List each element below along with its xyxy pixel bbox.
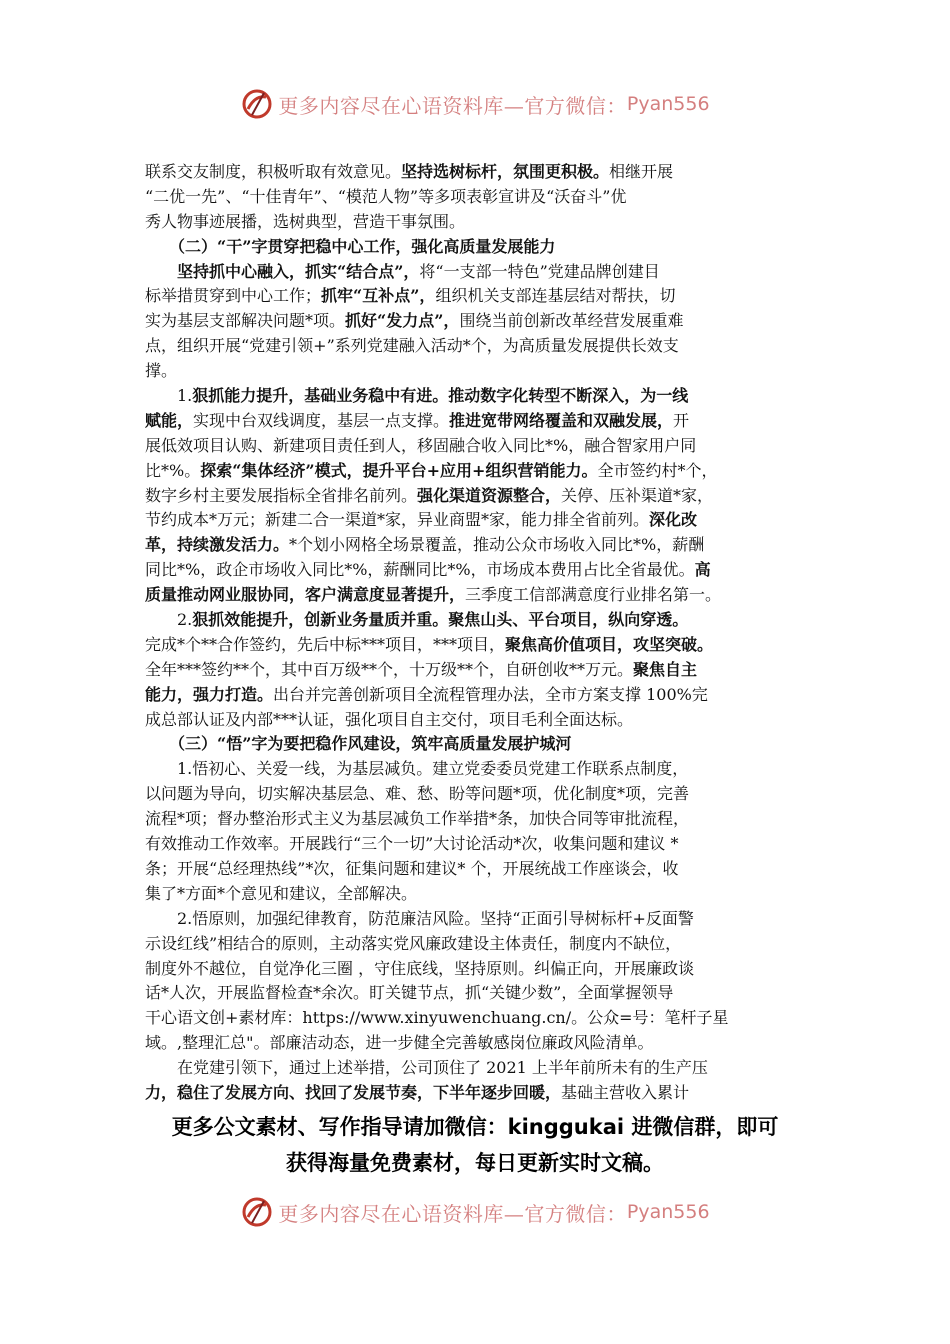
- text-segment: 实现中台双线调度，基层一点支撑。: [193, 410, 450, 430]
- text-segment: 制度外不越位，自觉净化三圈 ，守住底线，坚持原则。纠偏正向，开展廉政谈: [145, 958, 695, 978]
- text-line: [145, 981, 817, 1006]
- text-line: [145, 708, 817, 733]
- text-line: [145, 235, 817, 260]
- bold-text-segment: 能力，强力打造。: [145, 684, 274, 704]
- bold-text-segment: 推进宽带网络覆盖和双融发展，: [449, 410, 674, 430]
- text-line: [145, 882, 817, 907]
- text-segment: 点，组织开展“党建引领+”系列党建融入活动*个，为高质量发展提供长效支: [145, 336, 679, 356]
- banner-wechat-id: Pyan556: [626, 1201, 710, 1223]
- promo-line-1: 更多公文素材、写作指导请加微信：kinggukai 进微信群，即可: [171, 1115, 779, 1139]
- text-line: [145, 484, 817, 509]
- bold-text-segment: 聚焦高价值项目，攻坚突破。: [505, 634, 714, 654]
- text-segment: 相继开展: [609, 162, 674, 181]
- text-segment: 全年***签约**个，其中百万级**个，十万级**个，自研创收**万元。: [145, 659, 634, 679]
- text-segment: 成总部认证及内部***认证，强化项目自主交付，项目毛利全面达标。: [145, 709, 634, 729]
- bold-text-segment: 探索“集体经济”模式，提升平台+应用+组织营销能力。: [200, 460, 598, 480]
- text-line: [145, 757, 817, 782]
- text-segment: 三季度工信部满意度行业排名第一。: [465, 585, 722, 605]
- text-line: [145, 907, 817, 932]
- text-line: [145, 608, 817, 633]
- banner-text: 更多内容尽在心语资料库—官方微信：: [278, 1201, 627, 1226]
- text-line: [145, 384, 817, 409]
- text-line: [145, 1081, 817, 1106]
- text-line: [145, 732, 817, 757]
- text-segment: 秀人物事迹展播，选树典型，营造干事氛围。: [145, 211, 466, 231]
- text-segment: 围绕当前创新改革经营发展重难: [459, 311, 684, 331]
- text-line: [145, 160, 817, 185]
- footer-banner: [0, 1192, 950, 1232]
- text-line: [145, 533, 817, 558]
- text-line: [145, 409, 817, 434]
- text-segment: 流程*项；督办整治形式主义为基层减负工作举措*条，加快合同等审批流程，: [145, 809, 690, 829]
- text-line: [145, 558, 817, 583]
- text-segment: 比*%。: [145, 460, 201, 480]
- text-segment: 展低效项目认购、新建项目责任到人，移固融合收入同比*%，融合智家用户同: [145, 435, 697, 455]
- text-segment: 1.: [145, 386, 193, 406]
- text-segment: 示设红线”相结合的原则，主动落实党风廉政建设主体责任，制度内不缺位，: [145, 933, 682, 953]
- text-segment: 全市签约村*个，: [597, 460, 718, 480]
- text-line: [145, 1031, 817, 1056]
- text-line: [145, 832, 817, 857]
- text-segment: 话*人次，开展监督检查*余次。盯关键节点，抓“关键少数”，全面掌握领导: [145, 983, 674, 1003]
- text-segment: 关停、压补渠道*家，: [561, 485, 714, 505]
- text-segment: 域。,整理汇总"。部廉洁动态，进一步健全完善敏感岗位廉政风险清单。: [145, 1033, 654, 1053]
- text-line: [145, 1056, 817, 1081]
- text-segment: 2.: [145, 610, 193, 630]
- bold-text-segment: 抓牢“互补点”，: [321, 286, 436, 306]
- text-line: [145, 633, 817, 658]
- bold-text-segment: 革，持续激发活力。: [145, 535, 290, 555]
- text-line: [145, 508, 817, 533]
- text-segment: 撑。: [145, 361, 178, 381]
- bold-text-segment: 坚持选树标杆，氛围更积极。: [401, 162, 610, 181]
- bold-text-segment: 深化改: [649, 510, 698, 530]
- bold-text-segment: 赋能，: [145, 410, 194, 430]
- pen-swirl-logo-icon: [240, 87, 274, 121]
- text-segment: “二优一先”、“十佳青年”、“模范人物”等多项表彰宣讲及“沃奋斗”优: [145, 186, 627, 206]
- bold-text-segment: 强化渠道资源整合，: [417, 485, 562, 505]
- header-banner: [0, 84, 950, 124]
- text-line: [145, 807, 817, 832]
- text-segment: 干心语文创+素材库：https://www.xinyuwenchuang.cn/。公众=号：笔杆子星: [145, 1008, 729, 1028]
- text-line: [145, 185, 817, 210]
- banner-wechat-id: Pyan556: [626, 93, 710, 115]
- text-segment: 集了*方面*个意见和建议，全部解决。: [145, 883, 418, 903]
- text-segment: 完成*个**合作签约，先后中标***项目，***项目，: [145, 634, 506, 654]
- bold-text-segment: 力，稳住了发展方向、找回了发展节奏，下半年逐步回暖，: [145, 1082, 562, 1102]
- text-line: [145, 932, 817, 957]
- text-segment: 组织机关支部连基层结对帮扶，切: [435, 286, 676, 306]
- text-segment: 将“一支部一特色”党建品牌创建目: [419, 261, 660, 281]
- bold-text-segment: 狠抓效能提升，创新业务量质并重。聚焦山头、平台项目，纵向穿透。: [192, 610, 689, 630]
- text-line: [145, 459, 817, 484]
- text-line: [145, 683, 817, 708]
- text-segment: *个划小网格全场景覆盖，推动公众市场收入同比*%，薪酬: [289, 535, 705, 555]
- promo-line-2: 获得海量免费素材，每日更新实时文稿。: [286, 1151, 664, 1175]
- bold-text-segment: 高: [694, 560, 711, 580]
- banner-text: 更多内容尽在心语资料库—官方微信：: [278, 93, 627, 118]
- text-line: [145, 334, 817, 359]
- text-segment: 出台并完善创新项目全流程管理办法，全市方案支撑 100%完: [273, 684, 708, 704]
- text-segment: 节约成本*万元；新建二合一渠道*家，异业商盟*家，能力排全省前列。: [145, 510, 650, 530]
- text-line: [145, 359, 817, 384]
- text-segment: 2.悟原则，加强纪律教育，防范廉洁风险。坚持“正面引导树标杆+反面警: [145, 908, 694, 928]
- text-segment: 1.悟初心、关爱一线，为基层减负。建立党委委员党建工作联系点制度，: [145, 759, 689, 779]
- text-segment: 基础主营收入累计: [561, 1082, 690, 1102]
- text-segment: 条；开展“总经理热线”*次，征集问题和建议* 个，开展统战工作座谈会，收: [145, 858, 679, 878]
- text-line: [145, 583, 817, 608]
- bold-text-segment: 坚持抓中心融入，抓实“结合点”，: [145, 261, 420, 281]
- document-body: [145, 160, 817, 1106]
- text-line: [145, 1006, 817, 1031]
- text-segment: 在党建引领下，通过上述举措，公司顶住了 2021 上半年前所未有的生产压: [145, 1058, 708, 1078]
- bold-text-segment: 质量推动网业服协同，客户满意度显著提升，: [145, 585, 466, 605]
- text-line: [145, 309, 817, 334]
- text-line: [145, 434, 817, 459]
- bold-text-segment: （三）“悟”字为要把稳作风建设，筑牢高质量发展护城河: [145, 734, 572, 754]
- text-line: [145, 857, 817, 882]
- text-line: [145, 658, 817, 683]
- text-line: [145, 210, 817, 235]
- bold-text-segment: （二）“干”字贯穿把稳中心工作，强化高质量发展能力: [145, 236, 556, 256]
- bold-text-segment: 抓好“发力点”，: [345, 311, 460, 331]
- text-segment: 同比*%，政企市场收入同比*%，薪酬同比*%，市场成本费用占比全省最优。: [145, 560, 695, 580]
- text-line: [145, 957, 817, 982]
- bold-text-segment: 聚焦自主: [633, 659, 698, 679]
- text-line: [145, 260, 817, 285]
- text-line: [145, 782, 817, 807]
- text-segment: 联系交友制度，积极听取有效意见。: [145, 162, 402, 181]
- text-segment: 标举措贯穿到中心工作；: [145, 286, 322, 306]
- text-segment: 以问题为导向，切实解决基层急、难、愁、盼等问题*项，优化制度*项，完善: [145, 784, 690, 804]
- text-line: [145, 284, 817, 309]
- text-segment: 有效推动工作效率。开展践行“三个一切”大讨论活动*次，收集问题和建议 *: [145, 834, 679, 854]
- text-segment: 实为基层支部解决问题*项。: [145, 311, 346, 331]
- pen-swirl-logo-icon: [240, 1195, 274, 1229]
- promo-notice: [0, 1109, 950, 1181]
- text-segment: 数字乡村主要发展指标全省排名前列。: [145, 485, 418, 505]
- bold-text-segment: 狠抓能力提升，基础业务稳中有进。推动数字化转型不断深入，为一线: [192, 386, 689, 406]
- text-segment: 开: [673, 410, 690, 430]
